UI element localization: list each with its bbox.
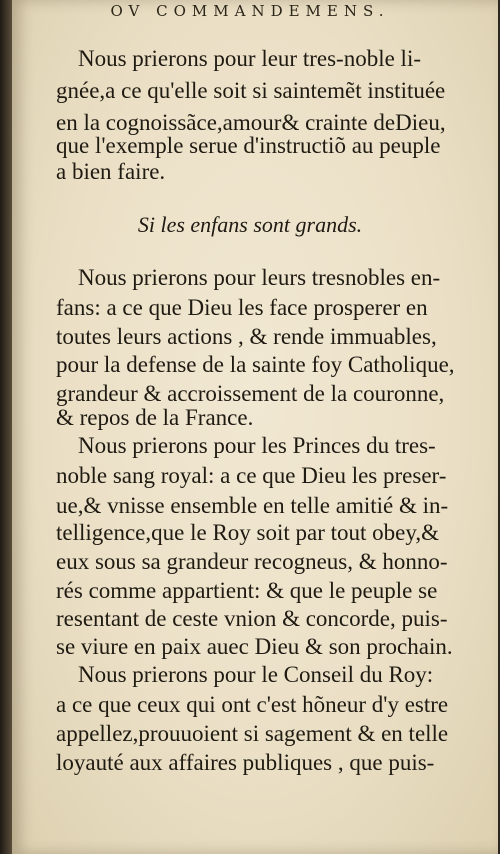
text-line: & repos de la France. — [56, 405, 254, 430]
running-head: OV COMMANDEMENS. — [110, 2, 390, 20]
text-line: eux sous sa grandeur recogneus, & honno- — [56, 549, 448, 574]
text-line: pour la defense de la sainte foy Catholique, — [56, 352, 455, 377]
text-line: que l'exemple serue d'instructiõ au peuple — [56, 133, 441, 158]
text-line: Nous prierons pour le Conseil du Roy: — [78, 662, 434, 687]
text-line: en la cognoissãce,amour& crainte deDieu, — [56, 110, 446, 135]
text-line: toutes leurs actions , & rende immuables, — [56, 324, 437, 349]
page-gutter-edge — [0, 0, 12, 854]
text-line: noble sang royal: a ce que Dieu les preser- — [56, 463, 447, 488]
text-line: rés comme appartient: & que le peuple se — [56, 578, 438, 603]
text-line: Nous prierons pour leurs tresnobles en- — [78, 265, 441, 290]
text-line: a bien faire. — [56, 159, 166, 184]
text-line: Nous prierons pour les Princes du tres- — [78, 433, 436, 458]
text-line: fans: a ce que Dieu les face prosperer en — [56, 295, 428, 320]
text-line: resentant de ceste vnion & concorde, puis- — [56, 606, 448, 631]
text-line: telligence,que le Roy soit par tout obey,& — [56, 520, 440, 545]
section-heading: Si les enfans sont grands. — [137, 212, 363, 237]
text-line: gnée,a ce qu'elle soit si saintemẽt instituée — [56, 78, 446, 103]
text-line: grandeur & accroissement de la couronne, — [56, 381, 445, 406]
text-line: appellez,prouuoient si sagement & en telle — [56, 721, 449, 746]
text-line: se viure en paix auec Dieu & son prochain. — [56, 634, 453, 659]
text-line: loyauté aux affaires publiques , que puis- — [56, 750, 435, 775]
text-line: ue,& vnisse ensemble en telle amitié & in- — [56, 493, 449, 518]
text-line: Nous prierons pour leur tres-noble li- — [78, 46, 422, 71]
text-line: a ce que ceux qui ont c'est hõneur d'y estre — [56, 692, 449, 717]
